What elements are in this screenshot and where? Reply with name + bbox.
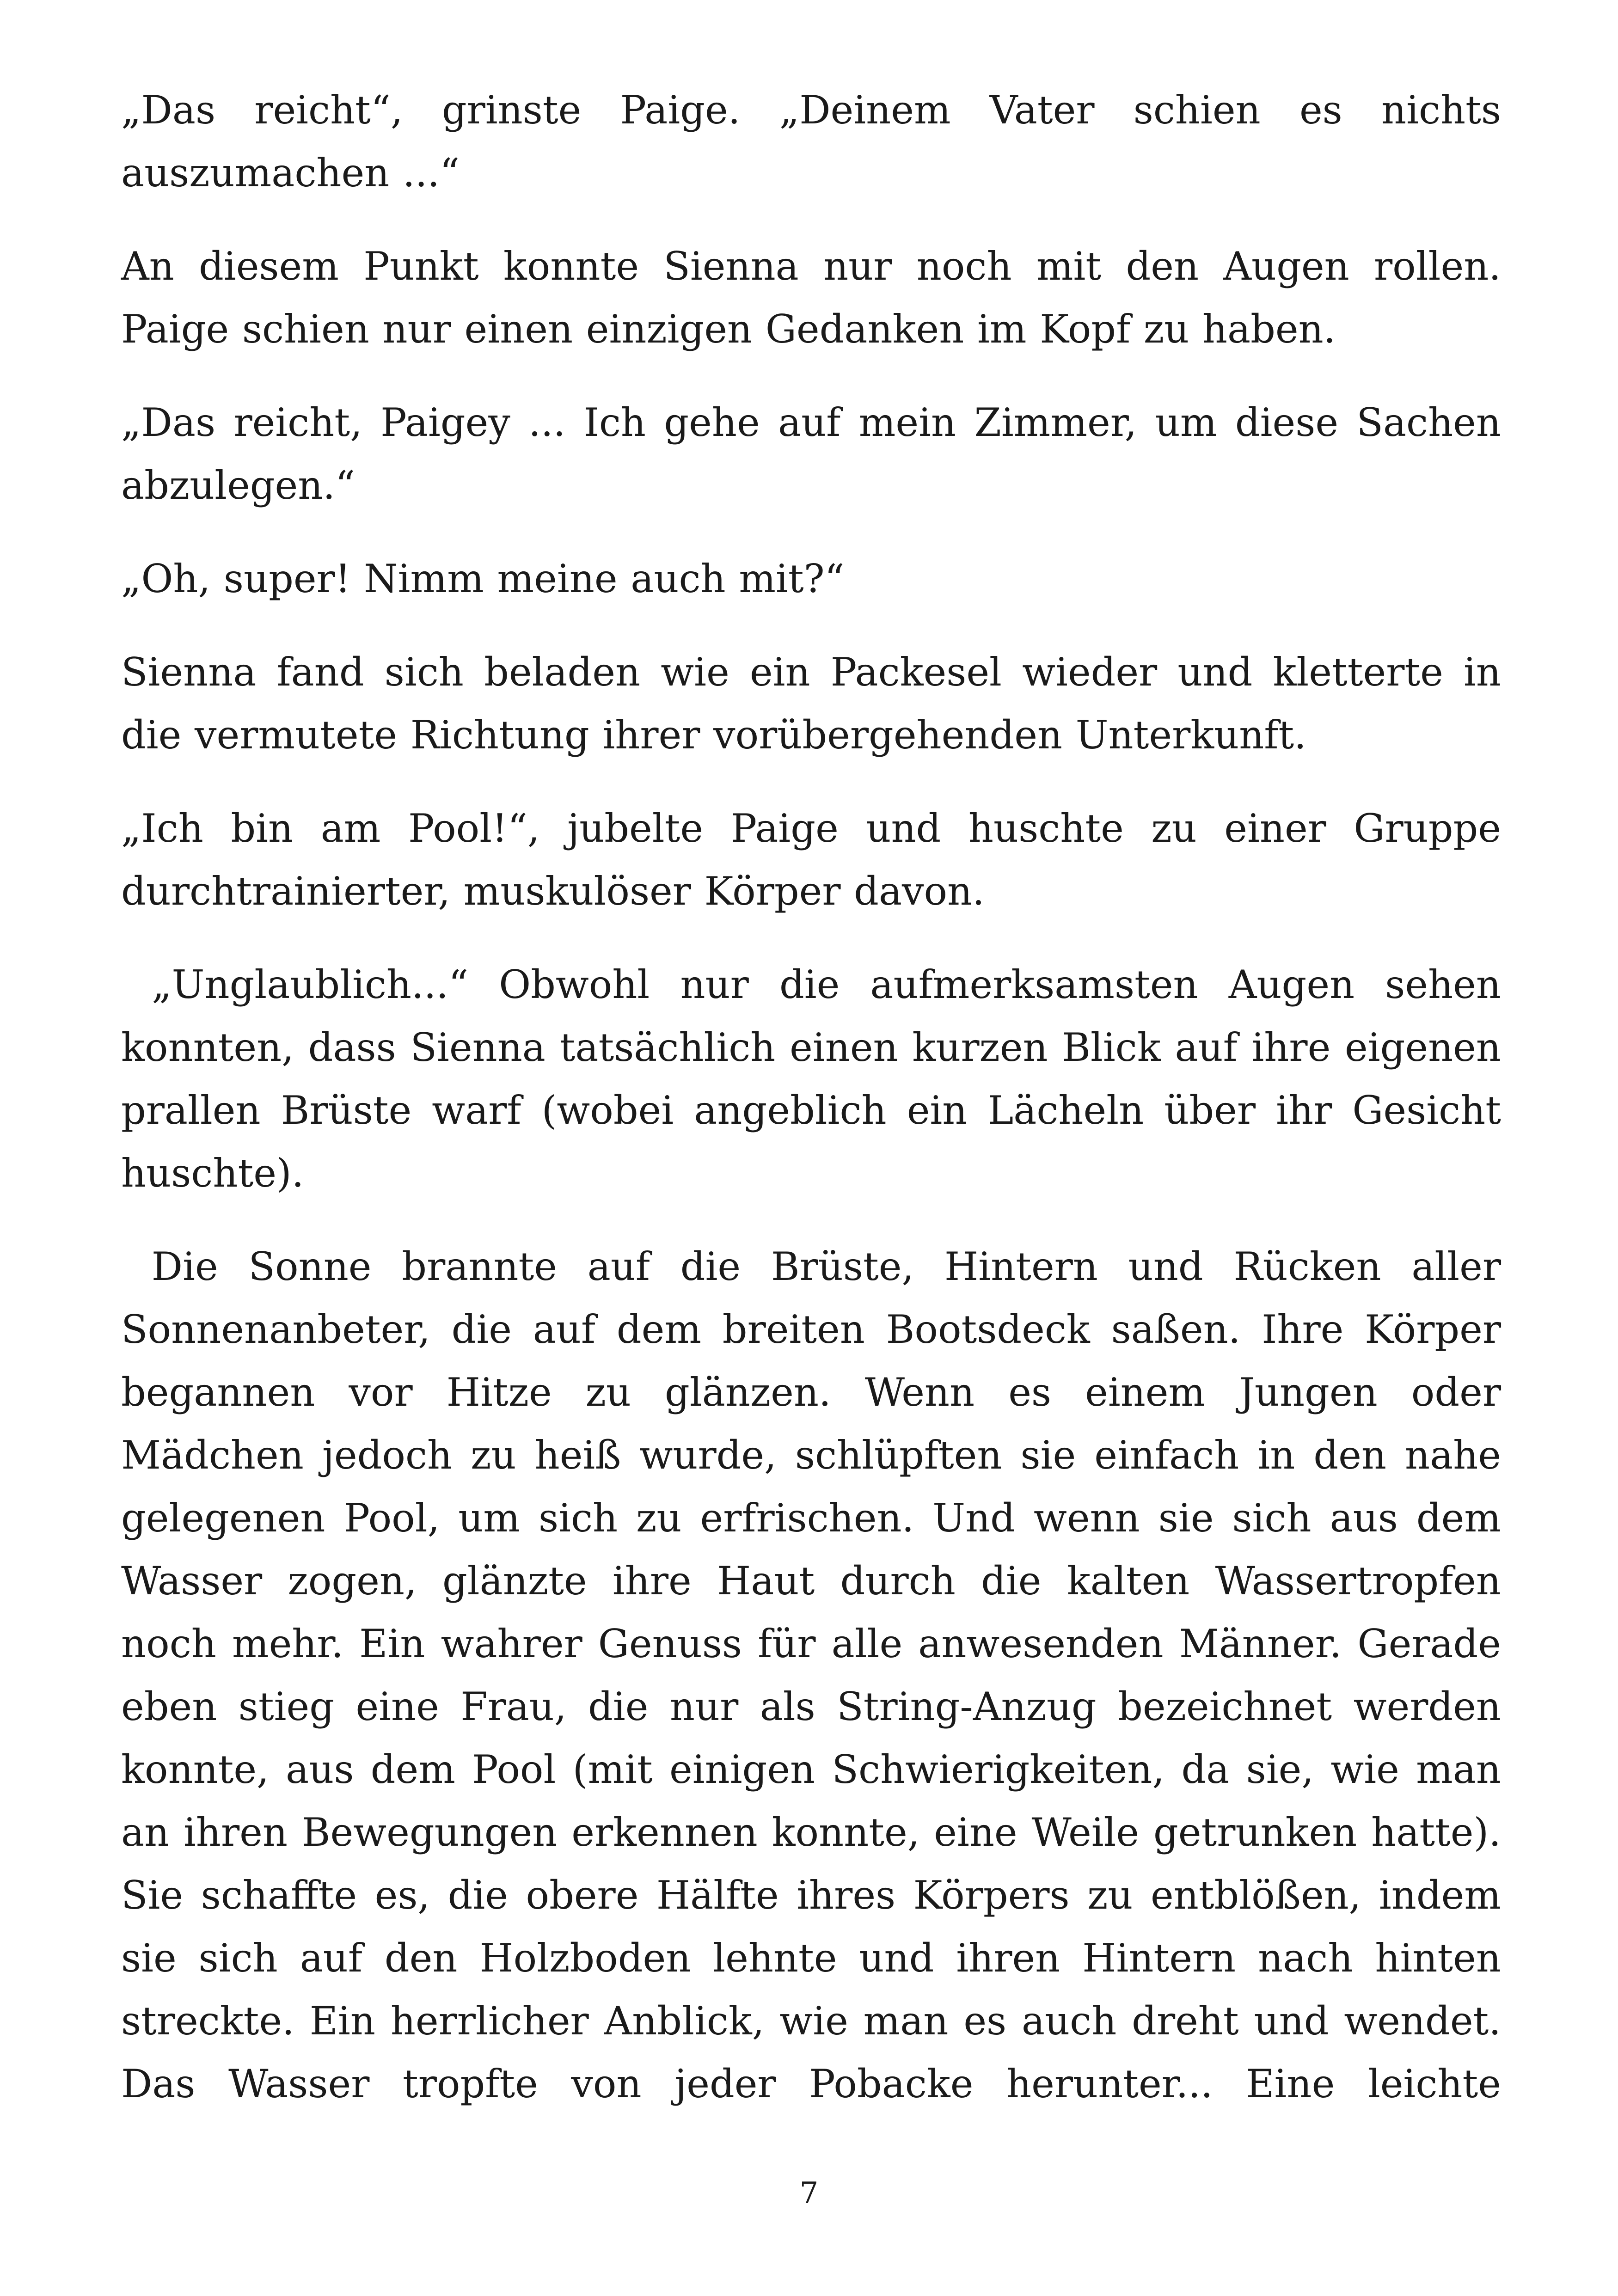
- page-number: 7: [799, 2176, 819, 2210]
- page-body: [121, 79, 1514, 2115]
- paragraph-7: „Unglaublich...“ Obwohl nur die aufmerksamsten Augen sehen konnten, dass Sienna tatsächlich einen kurzen Blick auf ihre eigenen prallen Brüste warf (wobei angeblich ein Lächeln über ihr Gesicht huschte).: [121, 962, 1514, 1196]
- paragraph-5: Sienna fand sich beladen wie ein Packesel wieder und kletterte in die vermutete Richtung ihrer vorübergehenden Unterkunft.: [121, 649, 1501, 758]
- paragraph-1: „Das reicht“, grinste Paige. „Deinem Vater schien es nichts auszumachen ...“: [121, 87, 1501, 196]
- paragraph-8: Die Sonne brannte auf die Brüste, Hintern und Rücken aller Sonnenanbeter, die auf dem breiten Bootsdeck saßen. Ihre Körper begannen vor Hitze zu glänzen. Wenn es einem Jungen oder Mädchen jedoch zu heiß wurde, schlüpften sie einfach in den nahe gelegenen Pool, um sich zu erfrischen. Und wenn sie sich aus dem Wasser zogen, glänzte ihre Haut durch die kalten Wassertropfen noch mehr. Ein wahrer Genuss für alle anwesenden Männer. Gerade eben stieg eine Frau, die nur als String-Anzug bezeichnet werden konnte, aus dem Pool (mit einigen Schwierigkeiten, da sie, wie man an ihren Bewegungen erkennen konnte, eine Weile getrunken hatte). Sie schaffte es, die obere Hälfte ihres Körpers zu entblößen, indem sie sich auf den Holzboden lehnte und ihren Hintern nach hinten streckte. Ein herrlicher Anblick, wie man es auch dreht und wendet. Das Wasser tropfte von jeder Pobacke herunter... Eine leichte: [121, 1244, 1514, 2106]
- paragraph-6: „Ich bin am Pool!“, jubelte Paige und huschte zu einer Gruppe durchtrainierter, muskulöser Körper davon.: [121, 806, 1501, 914]
- paragraph-4: „Oh, super! Nimm meine auch mit?“: [121, 556, 845, 601]
- paragraph-3: „Das reicht, Paigey ... Ich gehe auf mein Zimmer, um diese Sachen abzulegen.“: [121, 400, 1501, 508]
- paragraph-2: An diesem Punkt konnte Sienna nur noch mit den Augen rollen. Paige schien nur einen einzigen Gedanken im Kopf zu haben.: [121, 244, 1501, 352]
